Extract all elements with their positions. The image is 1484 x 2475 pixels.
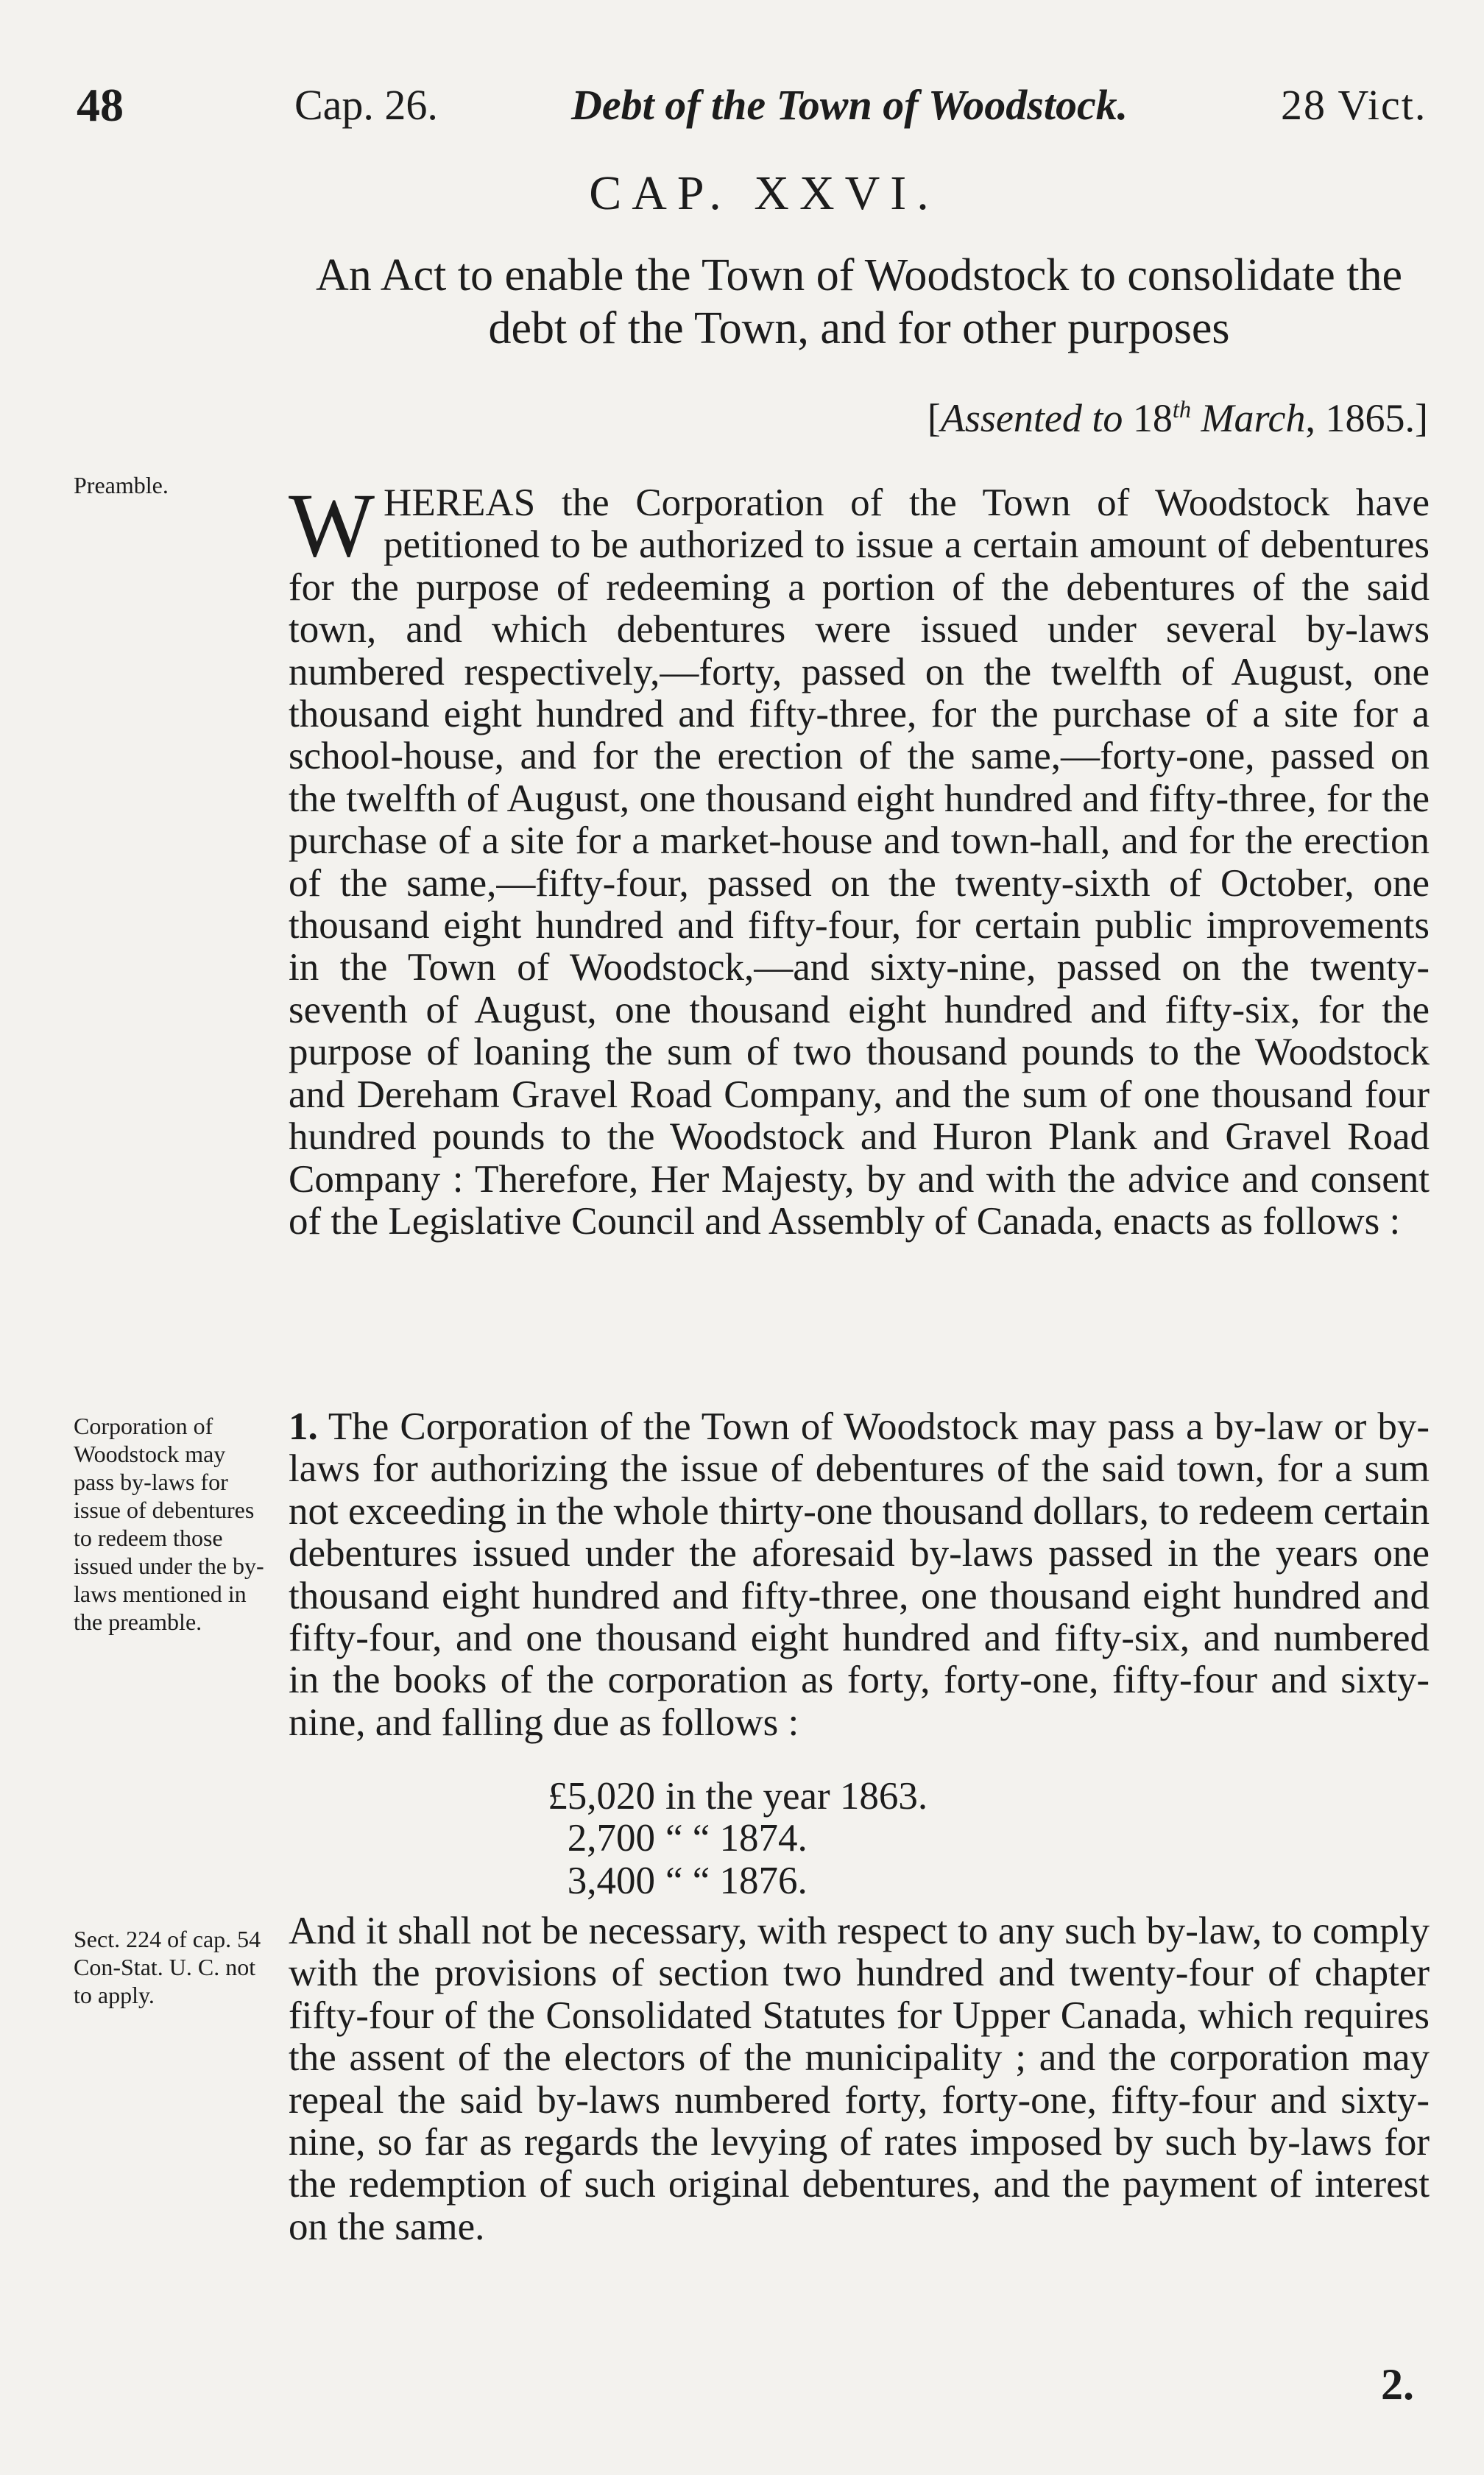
assent-label: Assented to [940,396,1123,440]
assent-year: , 1865.] [1305,396,1428,440]
schedule-amount: £5,020 [548,1775,655,1818]
act-title: An Act to enable the Town of Woodstock to consolidate the debt of the Town, and for other purposes [315,250,1403,353]
schedule-amount: 2,700 [567,1817,655,1860]
assent-open: [ [927,396,941,440]
assent-day: 18 [1123,396,1173,440]
schedule-due: “ “ 1876. [665,1859,808,1902]
drop-cap: W [289,475,375,576]
margin-note-section-1: Corporation of Woodstock may pass by-laws for issue of debentures to redeem those issued under the by-laws mentioned in the preamble. [74,1413,264,1635]
catchword: 2. [1381,2360,1414,2409]
chapter-title: CAP. XXVI. [589,166,939,220]
assent-month: March [1191,396,1306,440]
running-chapter: Cap. 26. [294,81,438,129]
schedule-row [515,1818,1031,1860]
margin-note-preamble: Preamble. [74,472,169,498]
assent-day-suffix: th [1172,397,1192,423]
margin-note-sect-224: Sect. 224 of cap. 54 Con-Stat. U. C. not to apply. [74,1926,261,2008]
section-1-continuation: And it shall not be necessary, with respect to any such by-law, to comply with the provisions of section two hundred and twenty-four of chapter fifty-four of the Consolidated Statutes for Upper Canada, which requires the assent of the electors of the municipality ; and the corporation may repeal the said by-laws numbered forty, forty-one, fifty-four and sixty-nine, so far as regards the levying of rates imposed by such by-laws for the redemption of such original debentures, and the payment of interest on the same. [289,1910,1430,2248]
section-1-text: The Corporation of the Town of Woodstock may pass a by-law or by-laws for authorizing the issue of debentures of the said town, for a sum not exceeding in the whole thirty-one thousand dollars, to redeem certain debentures issued under the aforesaid by-laws passed in the years one thousand eight hundred and fifty-three, one thousand eight hundred and fifty-four, and one thousand eight hundred and fifty-six, and numbered in the books of the corporation as forty, forty-one, fifty-four and sixty-nine, and falling due as follows : [289,1405,1430,1744]
section-1-paragraph [289,1406,1430,1744]
section-number: 1. [289,1405,318,1448]
debenture-schedule [515,1776,1031,1902]
schedule-row [515,1860,1031,1902]
schedule-row [515,1776,1031,1818]
schedule-due: “ “ 1874. [665,1817,808,1860]
preamble-text: HEREAS the Corporation of the Town of Woodstock have petitioned to be authorized to issue a certain amount of debentures for the purpose of redeeming a portion of the debentures of the said town, and which debentures were issued under several by-laws numbered respectively,—forty, passed on the twelfth of August, one thousand eight hundred and fifty-three, for the purchase of a site for a school-house, and for the erection of the same,—forty-one, passed on the twelfth of August, one thousand eight hundred and fifty-three, for the purchase of a site for a market-house and town-hall, and for the erection of the same,—fifty-four, passed on the twenty-sixth of October, one thousand eight hundred and fifty-four, for certain public improvements in the Town of Woodstock,—and sixty-nine, passed on the twenty-seventh of August, one thousand eight hundred and fifty-six, for the purpose of loaning the sum of two thousand pounds to the Woodstock and Dereham Gravel Road Company, and the sum of one thousand four hundred pounds to the Woodstock and Huron Plank and Gravel Road Company : Therefore, Her Majesty, by and with the advice and consent of the Legislative Council and Assembly of Canada, enacts as follows : [289,481,1430,1243]
schedule-due: in the year 1863. [665,1775,928,1818]
regnal-year: 28 Vict. [1281,81,1427,129]
running-title: Debt of the Town of Woodstock. [571,81,1128,129]
schedule-amount: 3,400 [567,1859,655,1902]
assent-line [795,386,1428,442]
preamble-paragraph [289,475,1430,1243]
page-number: 48 [77,79,124,131]
